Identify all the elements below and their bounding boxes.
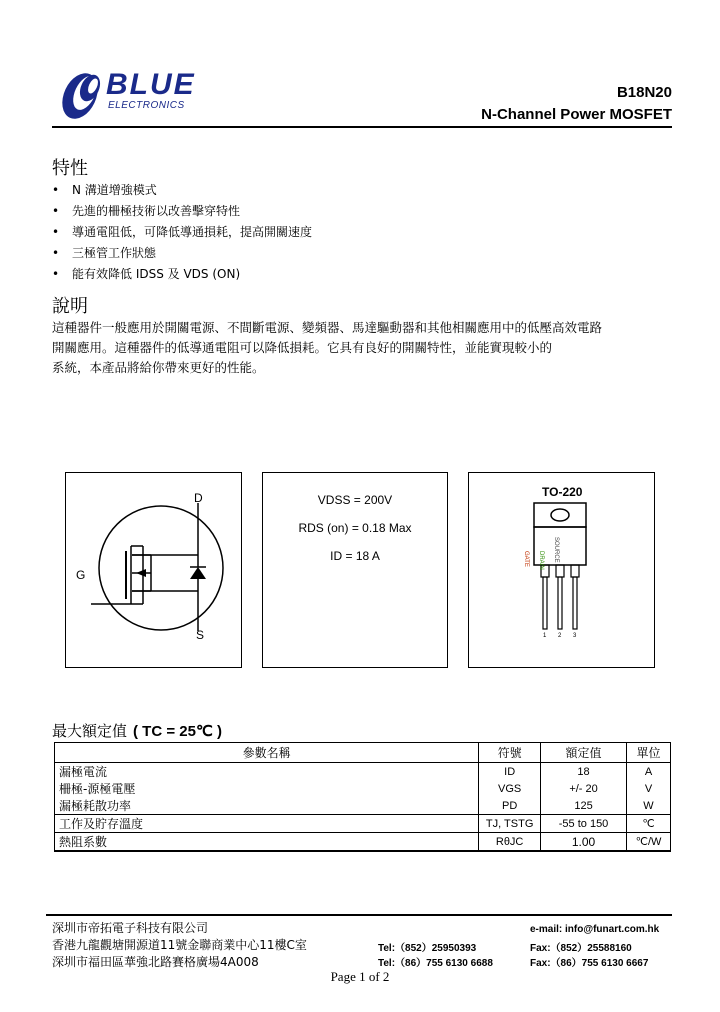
package-box: [468, 472, 655, 668]
company-address: [52, 920, 307, 971]
feature-item: • 能有效降低 IDSS 及 VDS (ON): [52, 267, 241, 281]
header-unit: 單位: [626, 743, 670, 763]
pin-number: 1: [543, 633, 547, 639]
drain-label: D: [194, 491, 203, 505]
spec-id: ID = 18 A: [330, 549, 380, 563]
description-text: [52, 318, 677, 378]
hk-address: 香港九龍觀塘開源道11號金聯商業中心11樓C室: [52, 938, 307, 952]
table-header-row: [55, 743, 671, 763]
description-title: 說明: [52, 296, 88, 317]
pin-number: 2: [558, 633, 562, 639]
source-label: S: [196, 628, 205, 642]
fax-sz: Fax:（86）755 6130 6667: [530, 958, 649, 969]
feature-item: • 先進的柵極技術以改善擊穿特性: [52, 204, 241, 218]
description-line: 開關應用。這種器件的低導通電阻可以降低損耗。它具有良好的開關特性，並能實現較小的: [52, 340, 553, 355]
page-number: Page 1 of 2: [330, 969, 390, 984]
header-symbol: 符號: [479, 743, 541, 763]
package-title: TO-220: [542, 485, 583, 499]
pin-number: 3: [573, 633, 577, 639]
header-value: 額定值: [541, 743, 627, 763]
brand-subtitle: ELECTRONICS: [108, 100, 185, 111]
features-list: [52, 180, 312, 285]
mosfet-symbol-diagram: [66, 473, 241, 667]
gate-label: G: [76, 568, 86, 582]
feature-item: • N 溝道增強模式: [52, 183, 157, 197]
table-row: 柵極-源極電壓 VGS +/- 20 V: [55, 780, 671, 797]
pin-source-label: SOURCE: [553, 537, 559, 563]
spec-vdss: VDSS = 200V: [317, 493, 393, 507]
table-row: 熱阻系數 RθJC 1.00 ℃/W: [55, 833, 671, 852]
sz-address: 深圳市福田區華強北路賽格廣場4A008: [52, 955, 259, 969]
to220-package-drawing: [469, 473, 654, 667]
pin-gate-label: GATE: [523, 551, 529, 567]
description-line: 系統，本產品將給你帶來更好的性能。: [52, 360, 265, 375]
tel-hk: Tel:（852）25950393: [378, 943, 477, 954]
product-type: N-Channel Power MOSFET: [481, 106, 672, 123]
brand-name: BLUE: [106, 68, 196, 101]
features-title: 特性: [52, 158, 88, 179]
header-param: 參數名稱: [55, 743, 479, 763]
spec-rds-on: RDS (on) = 0.18 Max: [298, 521, 412, 535]
table-row: 工作及貯存溫度 TJ, TSTG -55 to 150 ℃: [55, 815, 671, 833]
footer-divider: [46, 914, 672, 916]
contact-email[interactable]: e-mail: info@funart.com.hk: [530, 924, 660, 935]
brand-logo-swoosh: [52, 60, 112, 132]
mosfet-symbol-box: [65, 472, 242, 668]
key-specs-box: [262, 472, 448, 668]
part-number: B18N20: [616, 84, 672, 101]
table-row: 漏極耗散功率 PD 125 W: [55, 797, 671, 815]
tel-sz: Tel:（86）755 6130 6688: [378, 958, 493, 969]
feature-item: • 三極管工作狀態: [52, 246, 157, 260]
description-line: 這種器件一般應用於開關電源、不間斷電源、變頻器、馬達驅動器和其他相關應用中的低壓高效電路: [52, 320, 603, 335]
fax-hk: Fax:（852）25588160: [530, 943, 632, 954]
company-name: 深圳市帝拓電子科技有限公司: [52, 921, 209, 935]
feature-item: • 導通電阻低，可降低導通損耗，提高開關速度: [52, 225, 313, 239]
ratings-table: [54, 742, 671, 852]
pin-drain-label: DRAIN: [538, 551, 544, 570]
ratings-title: 最大額定值 ( TC = 25℃ ): [52, 722, 222, 740]
table-row: 漏極電流 ID 18 A: [55, 763, 671, 781]
header-divider: [52, 126, 672, 128]
